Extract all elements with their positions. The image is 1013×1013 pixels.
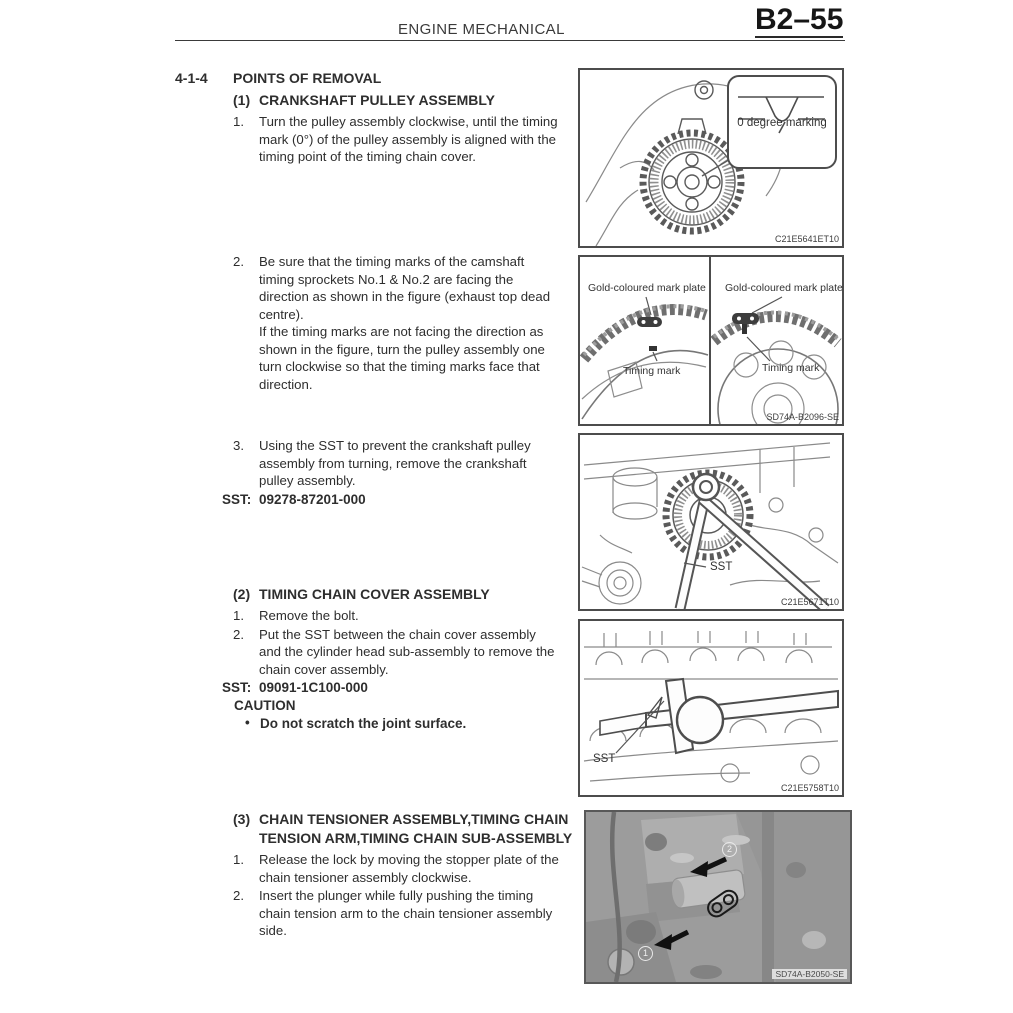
- step-number: 2.: [233, 626, 244, 642]
- sub2-sst-line: [175, 679, 575, 697]
- subsection2-heading: [233, 585, 559, 604]
- caution-item: [175, 715, 575, 733]
- crankshaft-pulley-illustration: [580, 70, 842, 246]
- section-title: POINTS OF REMOVAL: [233, 70, 382, 86]
- sub2-step1: [233, 607, 559, 625]
- sst-pulley-illustration: [580, 435, 842, 609]
- step-text: Insert the plunger while fully pushing the timing chain tension arm to the chain tensioner assembly side.: [259, 888, 553, 938]
- step-text: Using the SST to prevent the crankshaft pulley assembly from turning, remove the crankshaft pulley assembly.: [259, 438, 531, 488]
- figure4-code: C21E5758T10: [780, 783, 839, 793]
- step-text: Release the lock by moving the stopper plate of the chain tensioner assembly clockwise.: [259, 852, 559, 885]
- step-number: 1.: [233, 852, 244, 867]
- figure-chain-tensioner-photo: [584, 810, 852, 984]
- header-rule: [175, 40, 845, 41]
- step-number: 3.: [233, 438, 244, 453]
- subsection1-heading: [233, 91, 559, 110]
- figure-timing-marks: [578, 255, 844, 426]
- figure5-code: SD74A-B2050-SE: [772, 969, 847, 979]
- sst-value: 09091-1C100-000: [259, 680, 368, 695]
- subsection2-number: (2): [233, 586, 251, 602]
- sub1-step3: [233, 437, 559, 490]
- caution-text: Do not scratch the joint surface.: [260, 716, 467, 731]
- sub1-step1: [233, 113, 559, 166]
- step-text: Turn the pulley assembly clockwise, until the timing mark (0°) of the pulley assembly is aligned with the timing point of the timing chain cover.: [259, 114, 558, 164]
- chain-tensioner-photo: [586, 812, 850, 982]
- page-number: B2–55: [755, 3, 844, 36]
- sst-cover-illustration: [580, 621, 842, 795]
- figure3-code: C21E5671T10: [780, 597, 839, 607]
- sst-label: SST: [710, 561, 733, 573]
- gold-mark-plate-label-left: Gold-coloured mark plate: [588, 282, 706, 294]
- figure2-code: SD74A-B2096-SE: [766, 412, 839, 422]
- sst-value: 09278-87201-000: [259, 491, 366, 507]
- section-heading: [175, 69, 575, 88]
- subsection1-number: (1): [233, 92, 251, 108]
- subsection3-number: (3): [233, 811, 251, 827]
- step-number: 2.: [233, 888, 244, 903]
- subsection3-block: [175, 810, 575, 941]
- sub2-step2: [233, 626, 559, 679]
- figure-sst-cover-removal: [578, 619, 844, 797]
- timing-mark-label-left: Timing mark: [623, 365, 681, 377]
- step-marker-1: 1: [638, 946, 653, 961]
- sub1-sst-line: [175, 491, 575, 509]
- bullet: •: [245, 715, 250, 730]
- figure-crankshaft-pulley: [578, 68, 844, 248]
- sst-label: SST:: [222, 491, 252, 507]
- step-number: 2.: [233, 254, 244, 269]
- figure1-code: C21E5641ET10: [774, 234, 839, 244]
- section-block: [175, 69, 575, 167]
- step-text: If the timing marks are not facing the direction as shown in the figure, turn the pulley assembly one turn clockwise so that the timing marks face that direction.: [259, 324, 545, 392]
- step-text: Be sure that the timing marks of the camshaft timing sprockets No.1 & No.2 are facing the direction as shown in the figure (exhaust top dead centre).: [259, 254, 551, 322]
- subsection3-title: CHAIN TENSIONER ASSEMBLY,TIMING CHAIN TENSION ARM,TIMING CHAIN SUB-ASSEMBLY: [259, 811, 573, 846]
- section-number: 4-1-4: [175, 70, 208, 86]
- sub1-step3-block: [175, 437, 575, 509]
- sub3-step1: [233, 851, 559, 886]
- sub3-step2: [233, 887, 559, 940]
- timing-mark-label-right: Timing mark: [762, 362, 820, 374]
- zero-degree-callout: 0 degree marking: [737, 117, 827, 129]
- step-marker-2: 2: [722, 842, 737, 857]
- sub1-step2-block: [175, 253, 575, 394]
- step-number: 1.: [233, 608, 244, 623]
- gold-mark-plate-label-right: Gold-coloured mark plate: [725, 282, 843, 294]
- figure-sst-pulley-holder: [578, 433, 844, 611]
- page-header-title: ENGINE MECHANICAL: [398, 21, 565, 38]
- step-text: Put the SST between the chain cover assembly and the cylinder head sub-assembly to remove the chain cover assembly.: [259, 626, 555, 677]
- subsection2-block: [175, 585, 575, 733]
- sst-label: SST:: [222, 680, 252, 695]
- subsection3-heading: [233, 810, 581, 848]
- step-number: 1.: [233, 114, 244, 129]
- subsection2-title: TIMING CHAIN COVER ASSEMBLY: [259, 586, 490, 602]
- subsection1-title: CRANKSHAFT PULLEY ASSEMBLY: [259, 92, 495, 108]
- caution-heading: CAUTION: [234, 698, 296, 713]
- sst-label: SST: [593, 753, 616, 765]
- step-text: Remove the bolt.: [259, 608, 359, 623]
- sub1-step2: [233, 253, 559, 393]
